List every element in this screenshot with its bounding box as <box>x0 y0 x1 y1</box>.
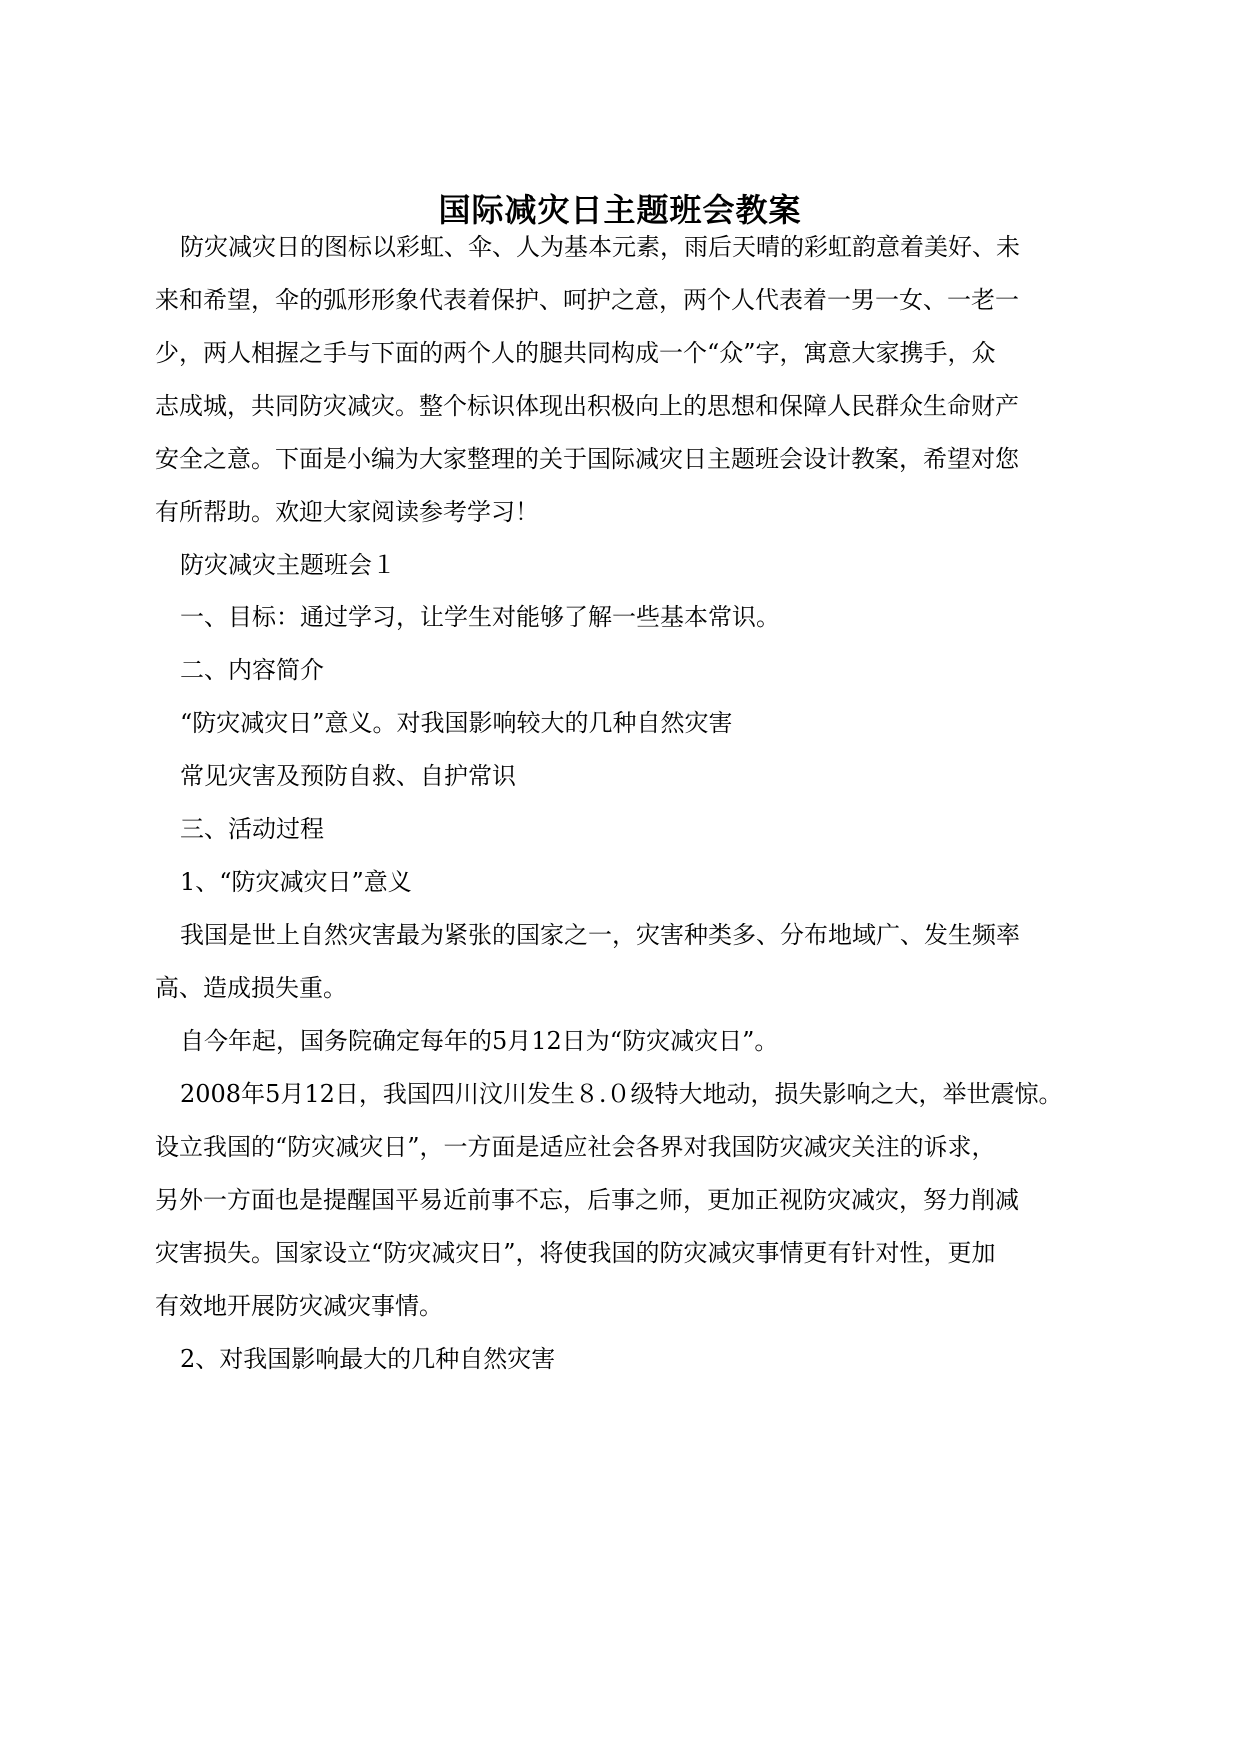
section-heading: 防灾减灾主题班会１ <box>180 551 396 579</box>
section-heading: 1、“防灾减灾日”意义 <box>180 868 412 896</box>
section-heading: 三、活动过程 <box>180 815 324 843</box>
paragraph-line: 设立我国的“防灾减灾日”，一方面是适应社会各界对我国防灾减灾关注的诉求， <box>155 1133 996 1161</box>
paragraph-line: 自今年起，国务院确定每年的5月12日为“防灾减灾日”。 <box>180 1027 779 1055</box>
paragraph-line: 少，两人相握之手与下面的两个人的腿共同构成一个“众”字，寓意大家携手，众 <box>155 339 996 367</box>
paragraph-line: 常见灾害及预防自救、自护常识 <box>180 762 516 790</box>
paragraph-line: 灾害损失。国家设立“防灾减灾日”，将使我国的防灾减灾事情更有针对性，更加 <box>155 1239 996 1267</box>
paragraph-line: 一、目标：通过学习，让学生对能够了解一些基本常识。 <box>180 603 780 631</box>
paragraph-line: 志成城，共同防灾减灾。整个标识体现出积极向上的思想和保障人民群众生命财产 <box>155 392 1019 420</box>
paragraph-line: 高、造成损失重。 <box>155 974 347 1002</box>
paragraph-line: “防灾减灾日”意义。对我国影响较大的几种自然灾害 <box>180 709 733 737</box>
paragraph-line: 另外一方面也是提醒国平易近前事不忘，后事之师，更加正视防灾减灾，努力削减 <box>155 1186 1019 1214</box>
section-heading: 二、内容简介 <box>180 656 324 684</box>
paragraph-line: 安全之意。下面是小编为大家整理的关于国际减灾日主题班会设计教案，希望对您 <box>155 445 1019 473</box>
paragraph-line: 有所帮助。欢迎大家阅读参考学习！ <box>155 498 539 526</box>
paragraph-line: 来和希望，伞的弧形形象代表着保护、呵护之意，两个人代表着一男一女、一老一 <box>155 286 1019 314</box>
paragraph-line: 有效地开展防灾减灾事情。 <box>155 1292 443 1320</box>
paragraph-line: 2008年5月12日，我国四川汶川发生８.０级特大地动，损失影响之大，举世震惊。 <box>180 1080 1063 1108</box>
paragraph-line: 防灾减灾日的图标以彩虹、伞、人为基本元素，雨后天晴的彩虹韵意着美好、未 <box>180 233 1020 261</box>
section-heading: 2、对我国影响最大的几种自然灾害 <box>180 1345 556 1373</box>
paragraph-line: 我国是世上自然灾害最为紧张的国家之一，灾害种类多、分布地域广、发生频率 <box>180 921 1020 949</box>
document-title: 国际减灾日主题班会教案 <box>438 191 802 229</box>
